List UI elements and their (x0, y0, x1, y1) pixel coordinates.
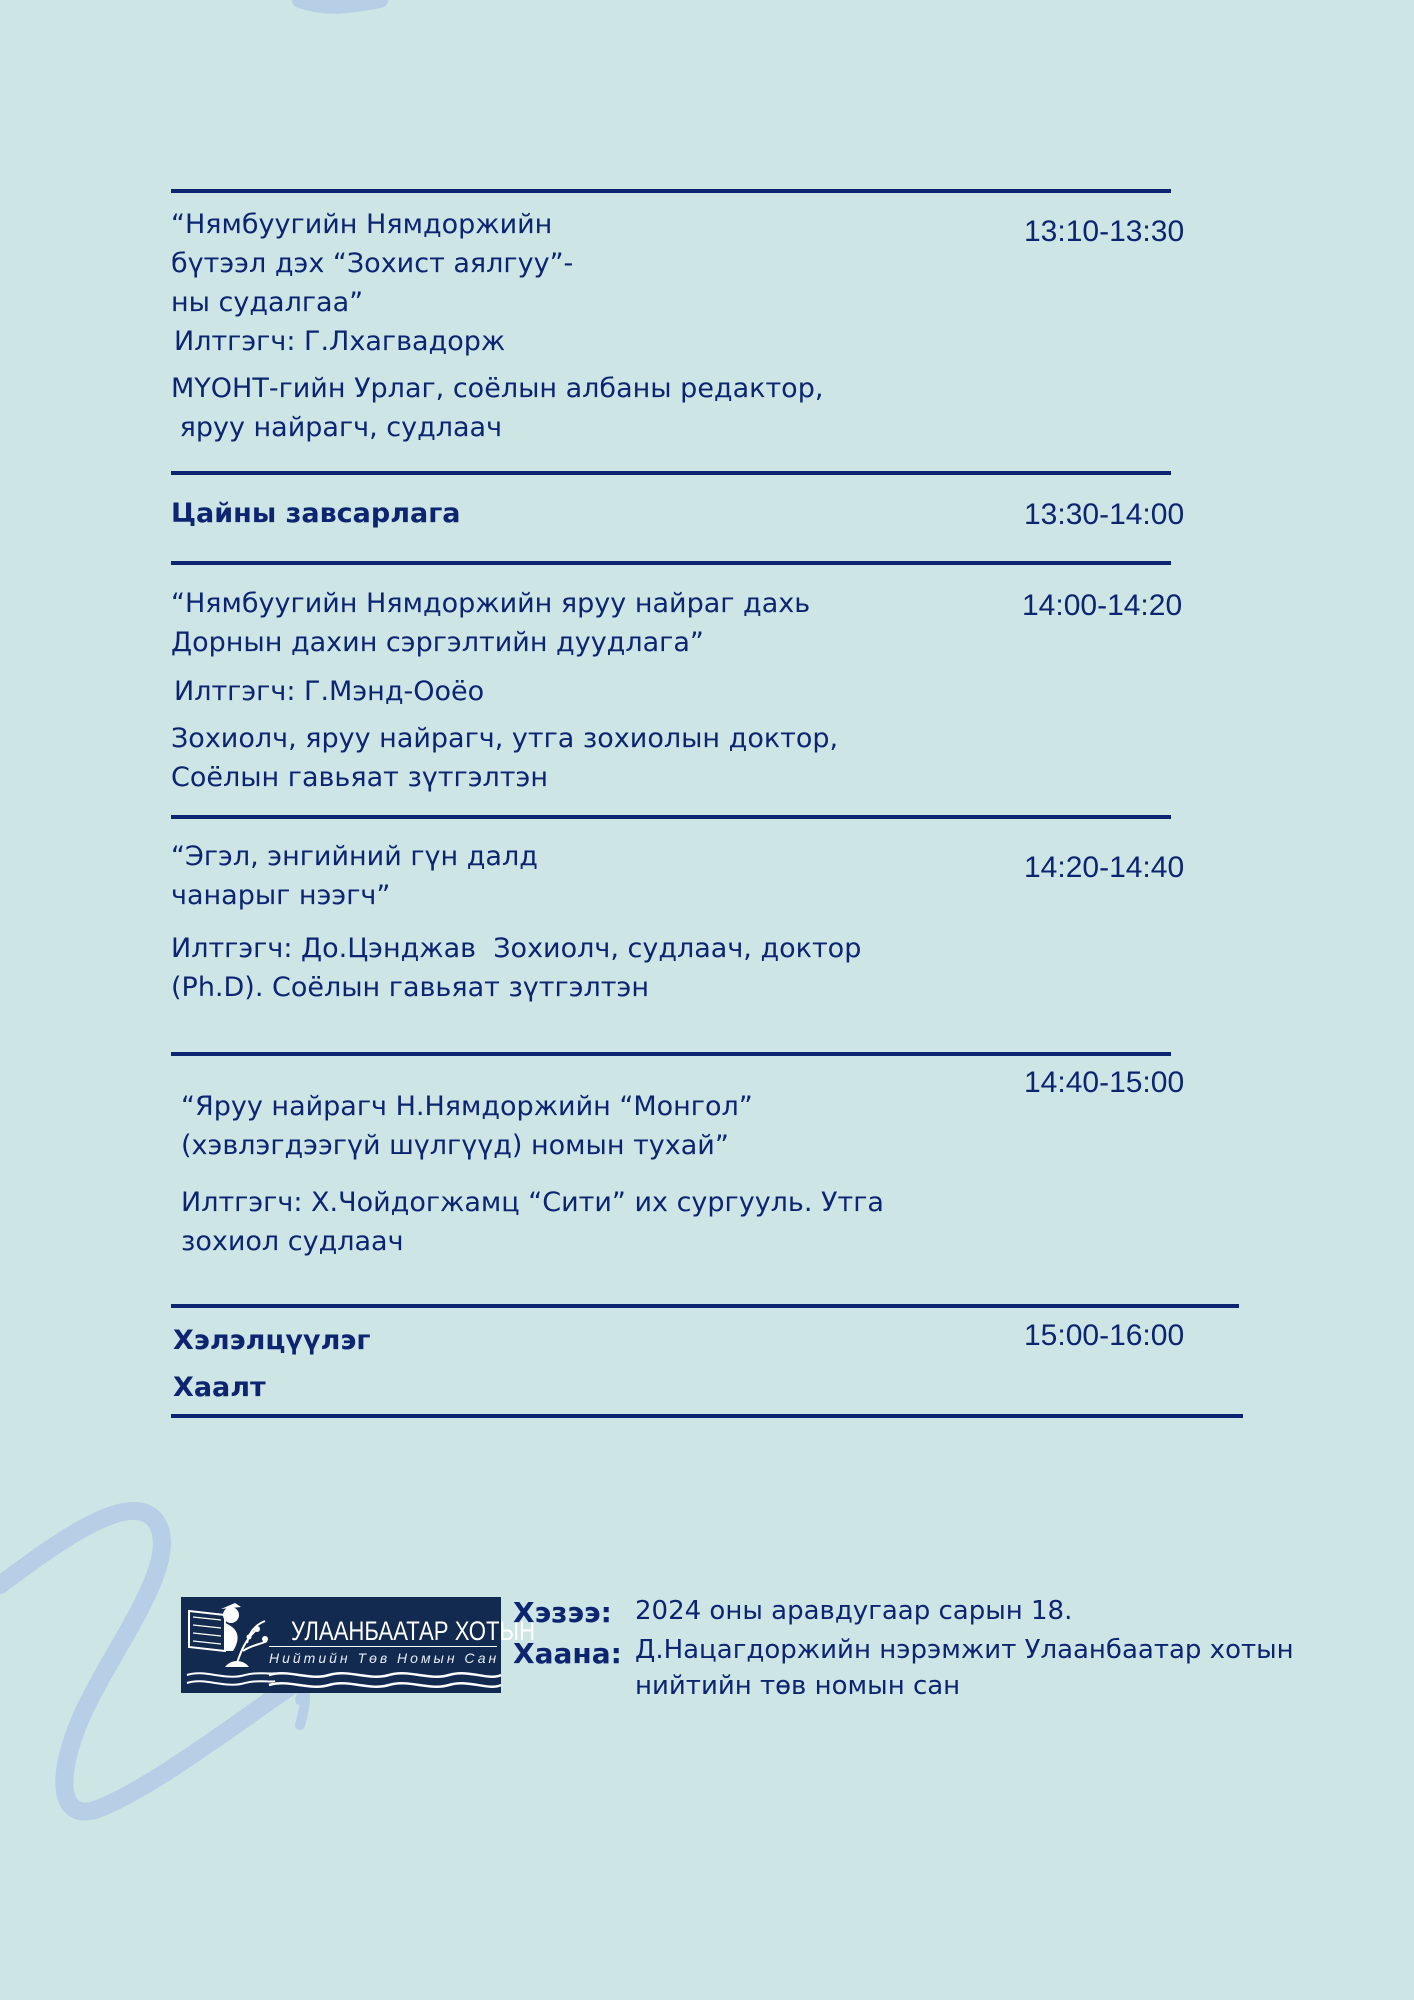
session-title: Хэлэлцүүлэг (173, 1325, 371, 1356)
session-time: 14:00-14:20 (1022, 589, 1183, 622)
reader-tree-icon (185, 1601, 275, 1689)
divider (171, 561, 1171, 565)
session-title: “Нямбуугийн Нямдоржийн яруу найраг дахь Дорнын дахин сэргэлтийн дуудлага” (171, 588, 811, 658)
divider (171, 189, 1171, 193)
session-title: Цайны завсарлага (171, 498, 461, 529)
where-value: Д.Нацагдоржийн нэрэмжит Улаанбаатар хотын нийтийн төв номын сан (635, 1635, 1294, 1701)
session-speaker: Илтгэгч: До.Цэнджав Зохиолч, судлаач, доктор (Ph.D). Соёлын гавьяат зүтгэлтэн (171, 933, 862, 1003)
logo-subtitle: Нийтийн Төв Номын Сан (269, 1650, 500, 1666)
session-time: 14:40-15:00 (1024, 1066, 1185, 1099)
session-time: 15:00-16:00 (1024, 1319, 1185, 1352)
session-title: “Эгэл, энгийний гүн далд чанарыг нээгч” (171, 841, 538, 911)
when-value: 2024 оны аравдугаар сарын 18. (635, 1596, 1073, 1626)
where-label: Хаана: (513, 1637, 622, 1670)
session-speaker: Илтгэгч: Г.Лхагвадорж (174, 326, 506, 357)
divider (171, 471, 1171, 475)
session-speaker: Илтгэгч: Х.Чойдогжамц “Сити” их сургууль. Утга зохиол судлаач (181, 1187, 884, 1257)
session-affiliation: МҮОНТ-гийн Урлаг, соёлын албаны редактор, яруу найрагч, судлаач (171, 373, 824, 443)
session-time: 14:20-14:40 (1024, 851, 1185, 884)
divider (171, 1414, 1243, 1418)
divider (171, 1304, 1239, 1308)
logo-divider (269, 1646, 497, 1647)
session-title: “Нямбуугийн Нямдоржийн бүтээл дэх “Зохист аялгуу”- ны судалгаа” (171, 209, 574, 318)
logo-title: УЛААНБААТАР ХОТЫН (291, 1616, 536, 1646)
session-time: 13:30-14:00 (1024, 498, 1185, 531)
when-label: Хэзээ: (513, 1596, 612, 1629)
waves-icon (269, 1669, 501, 1691)
session-title: “Яруу найрагч Н.Нямдоржийн “Монгол” (хэвлэгдээгүй шүлгүүд) номын тухай” (181, 1091, 753, 1161)
session-speaker: Илтгэгч: Г.Мэнд-Ооёо (174, 676, 485, 707)
session-title-closing: Хаалт (173, 1372, 266, 1403)
library-logo (181, 1597, 536, 1693)
divider (171, 815, 1171, 819)
divider (171, 1052, 1171, 1056)
session-affiliation: Зохиолч, яруу найрагч, утга зохиолын доктор, Соёлын гавьяат зүтгэлтэн (171, 723, 839, 793)
session-time: 13:10-13:30 (1024, 215, 1185, 248)
